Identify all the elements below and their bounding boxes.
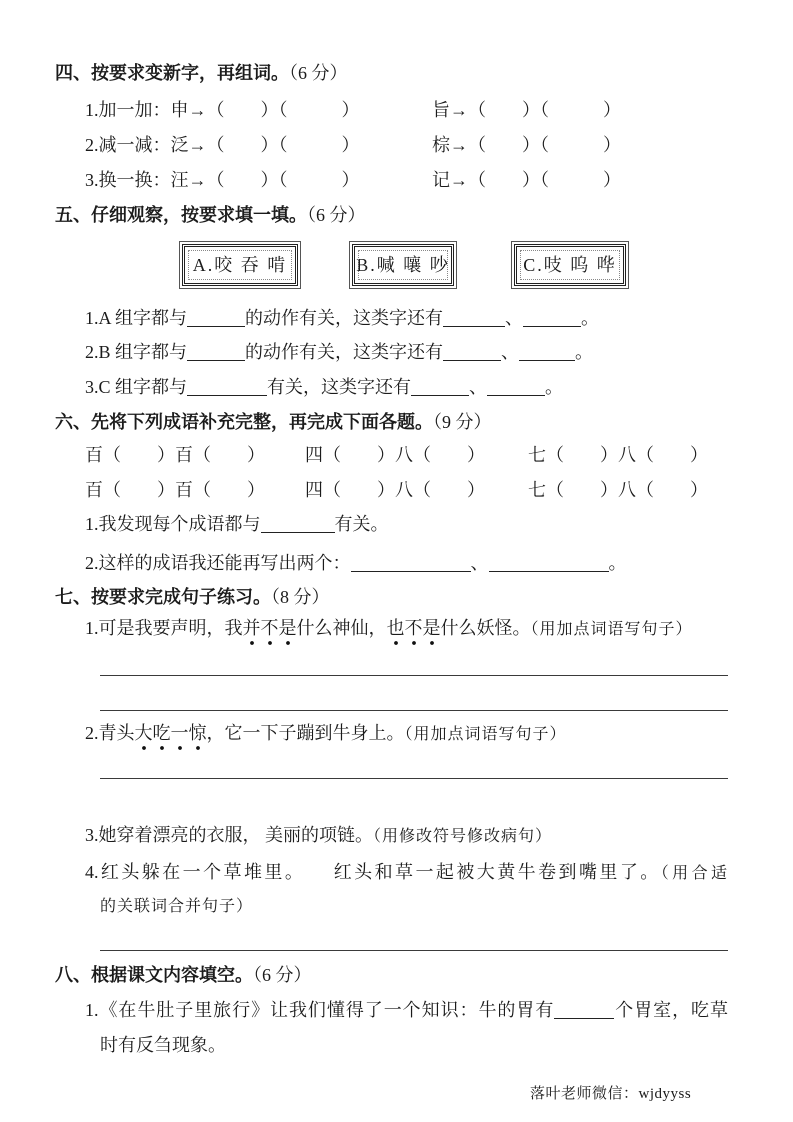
s6-question-2	[85, 551, 627, 575]
s7-q1-text-c: 什么妖怪。	[440, 618, 531, 638]
footer-contact: 落叶老师微信：wjdyyss	[530, 1086, 692, 1102]
s8-question-1-line-2: 时有反刍现象。	[100, 1035, 226, 1055]
section-8-heading	[55, 963, 312, 987]
s5-q1-text-a: 1.A 组字都与	[85, 308, 188, 328]
s5-q2-text-d: 。	[575, 342, 594, 362]
s5-q3-text-a: 3.C 组字都与	[85, 377, 188, 397]
s4-row-1-right: 旨→（ ）（ ）	[432, 100, 621, 120]
section-7-score: （8 分）	[271, 587, 330, 607]
section-5-score: （6 分）	[307, 205, 366, 225]
answer-blank	[261, 516, 335, 533]
s5-q3-text-d: 。	[545, 377, 564, 397]
section-6-title: 六、先将下列成语补充完整，再完成下面各题。	[55, 412, 433, 432]
emphasized-word: 也不是	[387, 618, 441, 648]
s6-q2-text-c: 。	[608, 553, 627, 573]
s7-q2-text-b: ，它一下子蹦到牛身上。	[206, 723, 405, 743]
answer-blank	[489, 555, 609, 572]
idiom-blank: 四（ ）八（ ）	[305, 480, 485, 500]
answer-blank	[487, 379, 545, 396]
s5-q3-text-c: 、	[469, 377, 488, 397]
character-group-a: A.咬 吞 啃	[182, 244, 298, 286]
s4-row-3-left: 3.换一换：汪→（ ）（ ）	[85, 170, 360, 190]
s4-row-3-right: 记→（ ）（ ）	[432, 170, 621, 190]
answer-blank	[443, 344, 501, 361]
section-7-heading	[55, 585, 330, 609]
s7-q3-text: 3.她穿着漂亮的衣服， 美丽的项链。	[85, 825, 373, 845]
s4-row-2-left: 2.减一减：泛→（ ）（ ）	[85, 135, 360, 155]
answer-line	[100, 950, 728, 951]
answer-blank	[187, 344, 245, 361]
s8-q1-text-b: 个胃室，吃草	[614, 1000, 729, 1020]
section-4-score: （6 分）	[289, 63, 348, 83]
s7-q1-instruction: （用加点词语写句子）	[530, 621, 693, 638]
s7-question-3	[85, 823, 552, 847]
s5-q1-text-b: 的动作有关，这类字还有	[245, 308, 444, 328]
s5-q1-text-d: 。	[581, 308, 600, 328]
section-5-heading	[55, 203, 366, 227]
section-6-heading	[55, 410, 492, 434]
answer-blank	[187, 379, 267, 396]
sentence-gap	[305, 877, 331, 878]
idiom-blank: 百（ ）百（ ）	[85, 445, 265, 465]
idiom-blank: 七（ ）八（ ）	[528, 480, 708, 500]
answer-blank	[443, 310, 505, 327]
answer-blank	[523, 310, 581, 327]
s5-question-3	[85, 375, 563, 399]
answer-line	[100, 675, 728, 676]
s8-question-1-line-1	[85, 998, 728, 1022]
s7-question-2	[85, 721, 567, 745]
s7-q4-instruction-end: 的关联词合并句子）	[100, 898, 254, 915]
s5-q2-text-c: 、	[501, 342, 520, 362]
section-8-score: （6 分）	[253, 965, 312, 985]
s6-q1-text-b: 有关。	[334, 514, 389, 534]
s7-q1-text-a: 1.可是我要声明，我	[85, 618, 243, 638]
s5-question-1	[85, 306, 599, 330]
s7-q3-instruction: （用修改符号修改病句）	[373, 828, 553, 845]
answer-line	[100, 778, 728, 779]
emphasized-word: 大吃一惊	[135, 723, 207, 753]
answer-blank	[519, 344, 575, 361]
s7-q2-instruction: （用加点词语写句子）	[404, 726, 567, 743]
s4-row-2-right: 棕→（ ）（ ）	[432, 135, 621, 155]
emphasized-word: 并不是	[243, 618, 297, 648]
answer-blank	[187, 310, 245, 327]
s7-q4-sentence-a: 4.红头躲在一个草堆里。	[85, 862, 306, 882]
s5-question-2	[85, 340, 593, 364]
s7-q4-instruction-start: （用合适	[660, 865, 729, 882]
answer-blank	[411, 379, 469, 396]
idiom-blank: 四（ ）八（ ）	[305, 445, 485, 465]
s5-q3-text-b: 有关，这类字还有	[267, 377, 412, 397]
s6-question-1	[85, 512, 389, 536]
s4-row-1-left: 1.加一加：申→（ ）（ ）	[85, 100, 360, 120]
s7-q2-text-a: 2.青头	[85, 723, 135, 743]
answer-line	[100, 710, 728, 711]
s5-q2-text-b: 的动作有关，这类字还有	[245, 342, 444, 362]
s6-q2-text-a: 2.这样的成语我还能再写出两个：	[85, 553, 351, 573]
idiom-blank: 百（ ）百（ ）	[85, 480, 265, 500]
s7-q1-text-b: 什么神仙，	[296, 618, 387, 638]
s7-question-4-line-1	[85, 860, 728, 884]
character-group-b: B.喊 嚷 吵	[352, 244, 454, 286]
answer-blank	[554, 1002, 614, 1019]
character-group-c: C.吱 呜 哗	[514, 244, 626, 286]
s6-q2-text-b: 、	[470, 553, 489, 573]
s7-q4-sentence-b: 红头和草一起被大黄牛卷到嘴里了。	[331, 862, 661, 882]
s6-q1-text-a: 1.我发现每个成语都与	[85, 514, 261, 534]
section-7-title: 七、按要求完成句子练习。	[55, 587, 271, 607]
s5-q1-text-c: 、	[505, 308, 524, 328]
s7-question-1	[85, 616, 693, 640]
section-4-title: 四、按要求变新字，再组词。	[55, 63, 289, 83]
s5-q2-text-a: 2.B 组字都与	[85, 342, 188, 362]
s8-q1-text-a: 1.《在牛肚子里旅行》让我们懂得了一个知识：牛的胃有	[85, 1000, 555, 1020]
s7-question-4-line-2	[100, 893, 253, 917]
section-5-title: 五、仔细观察，按要求填一填。	[55, 205, 307, 225]
idiom-blank: 七（ ）八（ ）	[528, 445, 708, 465]
section-8-title: 八、根据课文内容填空。	[55, 965, 253, 985]
section-4-heading	[55, 61, 348, 85]
answer-blank	[351, 555, 471, 572]
section-6-score: （9 分）	[433, 412, 492, 432]
